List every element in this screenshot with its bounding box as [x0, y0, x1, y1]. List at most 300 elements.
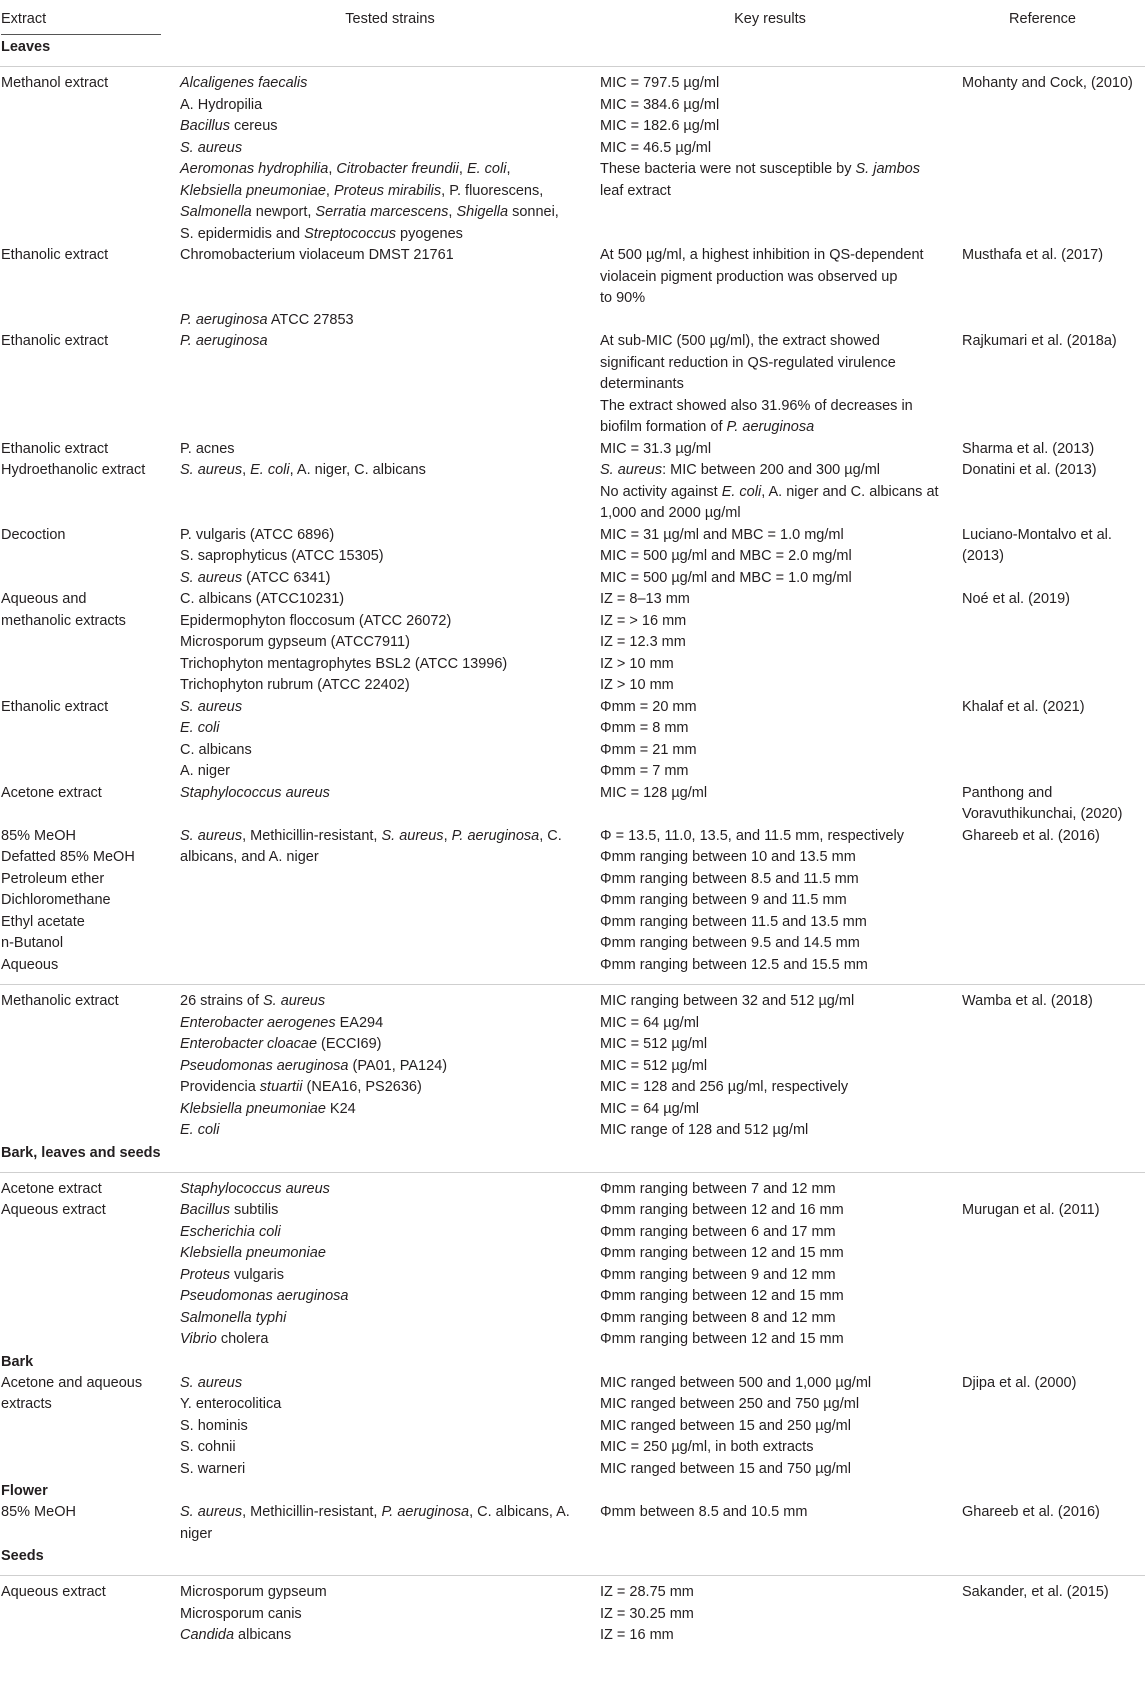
text-run: , A. niger, C. albicans — [289, 462, 426, 478]
cell-line: Panthong and — [962, 784, 1053, 801]
cell-results — [600, 783, 945, 805]
header-rule — [1, 34, 161, 35]
text-run: C. albicans (ATCC10231) — [180, 591, 345, 607]
cell-strains — [180, 1373, 585, 1481]
table-row — [0, 439, 1145, 461]
cell-line — [600, 826, 945, 848]
text-run: Φmm ranging between 11.5 and 13.5 mm — [600, 913, 867, 930]
text-run: Φmm ranging between 12.5 and 15.5 mm — [600, 956, 868, 973]
cell-line — [180, 826, 585, 848]
text-run: IZ = 8–13 mm — [600, 591, 690, 607]
text-run: , Methicillin-resistant, — [242, 827, 382, 844]
section-title: Flower — [1, 1483, 48, 1499]
cell-line — [180, 116, 585, 138]
table-row — [0, 826, 1145, 977]
text-run: stuartii — [259, 1079, 303, 1095]
text-run: Serratia marcescens — [315, 204, 449, 220]
cell-line — [600, 159, 945, 181]
text-run: MIC = 182.6 µg/ml — [600, 118, 720, 134]
cell-line — [600, 1056, 945, 1078]
table-row — [0, 589, 1145, 697]
cell-line — [600, 697, 945, 719]
cell-line: Defatted 85% MeOH — [1, 849, 135, 865]
text-run: , Methicillin-resistant, — [242, 1504, 382, 1520]
text-run: MIC = 64 µg/ml — [600, 1014, 700, 1031]
text-run: Φmm between 8.5 and 10.5 mm — [600, 1504, 808, 1520]
text-run: MIC = 31 µg/ml and MBC = 1.0 mg/ml — [600, 526, 844, 543]
text-run: Φmm ranging between 8.5 and 11.5 mm — [600, 870, 859, 887]
text-run: , A. niger and C. albicans at — [761, 483, 939, 500]
text-run: E. coli — [250, 462, 290, 478]
text-run: Chromobacterium violaceum DMST 21761 — [180, 247, 454, 263]
text-run: At sub-MIC (500 µg/ml), the extract showed — [600, 333, 880, 349]
cell-line — [600, 331, 945, 353]
cell-line — [600, 353, 945, 375]
cell-line — [600, 1308, 945, 1330]
cell-line: Ethanolic extract — [1, 440, 109, 457]
text-run: Φmm = 20 mm — [600, 698, 697, 715]
cell-line: Acetone extract — [1, 1180, 102, 1197]
text-run: S. hominis — [180, 1417, 248, 1434]
cell-results — [600, 460, 945, 525]
cell-line: Ghareeb et al. (2016) — [962, 827, 1100, 844]
text-run: , C. — [539, 827, 562, 844]
header-key-results: Key results — [734, 11, 806, 27]
text-run: MIC = 250 µg/ml, in both extracts — [600, 1439, 814, 1455]
cell-strains — [180, 1179, 585, 1351]
cell-strains — [180, 73, 585, 245]
cell-reference — [962, 1179, 1145, 1222]
text-run: E. coli — [180, 1122, 220, 1138]
text-run: MIC = 128 µg/ml — [600, 784, 708, 801]
cell-strains — [180, 1502, 585, 1545]
text-run: A. Hydropilia — [180, 96, 263, 113]
cell-line — [600, 1502, 945, 1524]
cell-extract — [1, 73, 176, 95]
text-run: Escherichia coli — [180, 1223, 281, 1240]
cell-line: Djipa et al. (2000) — [962, 1374, 1077, 1391]
cell-line: 85% MeOH — [1, 1504, 76, 1520]
text-run: Trichophyton mentagrophytes BSL2 (ATCC 13996) — [180, 655, 508, 672]
text-run: Enterobacter cloacae — [180, 1036, 318, 1052]
cell-results — [600, 245, 945, 310]
cell-line — [600, 1034, 945, 1056]
cell-line — [180, 568, 585, 590]
cell-line: Methanol extract — [1, 75, 109, 91]
text-run: , — [443, 827, 452, 844]
text-run: (ATCC 6341) — [242, 569, 331, 586]
table-row — [0, 331, 1145, 439]
row-divider — [0, 1172, 1145, 1173]
cell-reference — [962, 1582, 1145, 1604]
cell-strains — [180, 697, 585, 783]
text-run: Φmm = 7 mm — [600, 763, 689, 779]
cell-extract — [1, 439, 176, 461]
header-reference: Reference — [1009, 11, 1076, 27]
text-run: IZ > 10 mm — [600, 655, 674, 672]
cell-results — [600, 1502, 945, 1524]
cell-line: Decoction — [1, 526, 66, 543]
text-run: Klebsiella pneumoniae — [180, 1245, 326, 1261]
cell-extract — [1, 1502, 176, 1524]
cell-line — [180, 1502, 585, 1524]
text-run: (PA01, PA124) — [348, 1057, 448, 1074]
text-run: Φmm ranging between 9 and 11.5 mm — [600, 892, 847, 908]
cell-strains — [180, 439, 585, 461]
text-run: leaf extract — [600, 182, 671, 199]
cell-line — [180, 224, 585, 246]
text-run: Epidermophyton floccosum (ATCC 26072) — [180, 612, 452, 629]
text-run: MIC = 46.5 µg/ml — [600, 139, 712, 156]
section-title: Seeds — [1, 1548, 44, 1564]
text-run: Φmm ranging between 12 and 15 mm — [600, 1331, 844, 1347]
cell-results — [600, 439, 945, 461]
cell-line — [600, 933, 945, 955]
text-run: S. aureus — [180, 1374, 243, 1391]
cell-line — [600, 1120, 945, 1142]
cell-line: Mohanty and Cock, (2010) — [962, 75, 1133, 91]
text-run: MIC = 500 µg/ml and MBC = 1.0 mg/ml — [600, 569, 852, 586]
cell-line — [600, 138, 945, 160]
cell-line — [180, 1243, 585, 1265]
cell-extract — [1, 460, 176, 482]
text-run: , — [328, 161, 337, 177]
text-run: to 90% — [600, 290, 646, 306]
cell-line — [180, 740, 585, 762]
cell-line — [180, 1179, 585, 1201]
text-run: sonnei, — [508, 204, 559, 220]
text-run: cholera — [216, 1331, 269, 1347]
cell-line — [600, 1179, 945, 1201]
cell-line — [180, 1120, 585, 1142]
cell-line — [180, 181, 585, 203]
text-run: MIC ranged between 500 and 1,000 µg/ml — [600, 1374, 872, 1391]
cell-line: Ethanolic extract — [1, 698, 109, 715]
cell-line — [180, 202, 585, 224]
cell-line — [600, 396, 945, 418]
text-run: Klebsiella pneumoniae — [180, 182, 326, 199]
cell-line: Ethyl acetate — [1, 913, 85, 930]
cell-line — [600, 568, 945, 590]
cell-line — [180, 310, 585, 332]
cell-line: Ghareeb et al. (2016) — [962, 1504, 1100, 1520]
cell-strains — [180, 783, 585, 805]
text-run: The extract showed also 31.96% of decreases in — [600, 397, 913, 414]
cell-line: Rajkumari et al. (2018a) — [962, 333, 1117, 349]
text-run: Citrobacter freundii — [336, 161, 459, 177]
cell-results — [600, 1582, 945, 1647]
cell-line — [600, 1459, 945, 1481]
text-run: P. aeruginosa — [180, 311, 268, 328]
cell-line — [600, 73, 945, 95]
cell-line — [180, 1056, 585, 1078]
cell-line — [180, 1034, 585, 1056]
cell-reference — [962, 826, 1145, 848]
row-divider — [0, 66, 1145, 67]
text-run: A. niger — [180, 763, 230, 779]
cell-line — [180, 1308, 585, 1330]
text-run: 26 strains of — [180, 993, 264, 1009]
cell-line — [180, 1459, 585, 1481]
text-run: MIC = 512 µg/ml — [600, 1057, 708, 1074]
text-run: P. aeruginosa — [381, 1504, 470, 1520]
text-run: IZ = 16 mm — [600, 1627, 674, 1643]
text-run: Φmm ranging between 12 and 16 mm — [600, 1202, 844, 1218]
text-run: Φmm = 8 mm — [600, 720, 689, 736]
table-row — [0, 525, 1145, 590]
text-run: , — [506, 161, 511, 177]
cell-line: Acetone and aqueous — [1, 1374, 143, 1391]
cell-reference — [962, 439, 1145, 461]
text-run: Microsporum gypseum (ATCC7911) — [180, 634, 410, 650]
cell-strains — [180, 826, 585, 869]
text-run: : MIC between 200 and 300 µg/ml — [662, 462, 881, 478]
cell-line: Sharma et al. (2013) — [962, 440, 1095, 457]
cell-extract — [1, 826, 176, 977]
text-run: P. aeruginosa — [180, 333, 268, 349]
text-run: E. coli — [721, 483, 762, 500]
text-run: Φmm = 21 mm — [600, 741, 697, 758]
cell-line — [600, 439, 945, 461]
cell-line — [600, 95, 945, 117]
cell-strains — [180, 991, 585, 1142]
cell-results — [600, 991, 945, 1142]
cell-line — [180, 267, 585, 289]
table-row — [0, 1179, 1145, 1351]
cell-line: Noé et al. (2019) — [962, 591, 1071, 607]
text-run: MIC = 512 µg/ml — [600, 1036, 708, 1052]
cell-strains — [180, 1582, 585, 1647]
text-run: IZ = 28.75 mm — [600, 1584, 694, 1600]
text-run: K24 — [325, 1100, 356, 1117]
text-run: pyogenes — [396, 225, 463, 242]
text-run: IZ = 30.25 mm — [600, 1605, 694, 1622]
text-run: Φmm ranging between 10 and 13.5 mm — [600, 849, 856, 865]
cell-line — [180, 73, 585, 95]
cell-line — [600, 460, 945, 482]
cell-reference — [962, 991, 1145, 1013]
cell-reference — [962, 783, 1145, 826]
cell-line — [600, 718, 945, 740]
header-extract: Extract — [1, 11, 47, 27]
text-run: (ECCI69) — [317, 1036, 382, 1052]
cell-line — [600, 245, 945, 267]
table-body — [0, 36, 1145, 1647]
text-run: Microsporum gypseum — [180, 1584, 327, 1600]
cell-line: Khalaf et al. (2021) — [962, 698, 1085, 715]
table-row — [0, 1502, 1145, 1545]
text-run: Φ = 13.5, 11.0, 13.5, and 11.5 mm, respectively — [600, 827, 905, 844]
cell-line — [600, 1265, 945, 1287]
text-run: MIC = 64 µg/ml — [600, 1100, 700, 1117]
text-run: S. aureus — [180, 827, 243, 844]
cell-line: Petroleum ether — [1, 870, 105, 887]
table-row — [0, 1373, 1145, 1481]
header-tested-strains: Tested strains — [345, 11, 435, 27]
text-run: cereus — [229, 118, 278, 134]
cell-line: (2013) — [962, 548, 1004, 564]
text-run: S. aureus — [263, 993, 326, 1009]
cell-line — [600, 1013, 945, 1035]
text-run: MIC = 500 µg/ml and MBC = 2.0 mg/ml — [600, 548, 852, 564]
cell-line — [180, 1604, 585, 1626]
cell-line — [180, 632, 585, 654]
cell-line — [600, 761, 945, 783]
cell-line — [962, 1179, 1145, 1201]
row-divider — [0, 984, 1145, 985]
text-run: Staphylococcus aureus — [180, 1180, 330, 1197]
text-run: E. coli — [466, 161, 507, 177]
cell-line — [600, 991, 945, 1013]
cell-line — [180, 245, 585, 267]
text-run: MIC = 31.3 µg/ml — [600, 440, 712, 457]
text-run: Proteus mirabilis — [333, 182, 442, 199]
text-run: Streptococcus — [304, 225, 397, 242]
cell-results — [600, 525, 945, 590]
cell-line — [600, 632, 945, 654]
cell-line: Dichloromethane — [1, 892, 111, 908]
text-run: Aeromonas hydrophilia — [180, 161, 329, 177]
cell-line — [600, 955, 945, 977]
cell-line — [600, 675, 945, 697]
text-run: Bacillus — [180, 1202, 230, 1218]
cell-line — [600, 890, 945, 912]
table-row — [0, 991, 1145, 1142]
text-run: EA294 — [335, 1014, 384, 1031]
cell-reference — [962, 697, 1145, 719]
text-run: MIC = 797.5 µg/ml — [600, 75, 720, 91]
cell-line: Hydroethanolic extract — [1, 462, 146, 478]
cell-strains — [180, 589, 585, 697]
cell-line: Murugan et al. (2011) — [962, 1202, 1100, 1218]
text-run: , P. fluorescens, — [441, 182, 544, 199]
text-run: , C. albicans, A. — [469, 1504, 570, 1520]
text-run: MIC = 384.6 µg/ml — [600, 96, 720, 113]
cell-line — [180, 546, 585, 568]
cell-results — [600, 1373, 945, 1481]
text-run: S. cohnii — [180, 1439, 236, 1455]
text-run: , — [325, 182, 334, 199]
text-run: IZ = > 16 mm — [600, 612, 687, 629]
cell-line — [180, 1286, 585, 1308]
cell-results — [600, 73, 945, 202]
cell-line — [180, 761, 585, 783]
cell-line — [180, 1582, 585, 1604]
cell-results — [600, 826, 945, 977]
cell-line — [180, 589, 585, 611]
cell-line: Methanolic extract — [1, 993, 119, 1009]
cell-line — [600, 1329, 945, 1351]
cell-line — [180, 1013, 585, 1035]
text-run: Providencia — [180, 1079, 260, 1095]
cell-extract — [1, 697, 176, 719]
cell-line — [180, 1373, 585, 1395]
text-run: S. aureus — [180, 698, 243, 715]
cell-line — [600, 503, 945, 525]
text-run: Microsporum canis — [180, 1605, 302, 1622]
text-run: , — [448, 204, 457, 220]
text-run: MIC ranged between 15 and 250 µg/ml — [600, 1417, 851, 1434]
cell-line: Sakander, et al. (2015) — [962, 1584, 1109, 1600]
cell-line: Wamba et al. (2018) — [962, 993, 1093, 1009]
cell-reference — [962, 525, 1145, 568]
cell-line — [180, 1099, 585, 1121]
cell-extract — [1, 1582, 176, 1604]
cell-line — [600, 288, 945, 310]
text-run: Φmm ranging between 12 and 15 mm — [600, 1245, 844, 1261]
cell-line: Aqueous — [1, 956, 59, 973]
cell-line — [180, 1437, 585, 1459]
cell-line — [180, 95, 585, 117]
cell-line — [180, 1200, 585, 1222]
text-run: P. vulgaris (ATCC 6896) — [180, 526, 335, 543]
text-run: significant reduction in QS-regulated virulence — [600, 354, 896, 371]
table-row — [0, 1582, 1145, 1647]
text-run: Alcaligenes faecalis — [180, 75, 308, 91]
cell-line — [600, 1437, 945, 1459]
cell-line — [600, 847, 945, 869]
cell-strains — [180, 331, 585, 353]
cell-line — [600, 1582, 945, 1604]
cell-line: Aqueous extract — [1, 1202, 106, 1218]
text-run: biofilm formation of — [600, 419, 727, 435]
cell-line — [180, 1394, 585, 1416]
text-run: Φmm ranging between 12 and 15 mm — [600, 1288, 844, 1304]
cell-line — [180, 1265, 585, 1287]
cell-line — [180, 1077, 585, 1099]
cell-line: n-Butanol — [1, 935, 64, 951]
cell-line — [180, 697, 585, 719]
cell-extract — [1, 1179, 176, 1222]
cell-line — [600, 1243, 945, 1265]
text-run: S. jambos — [855, 161, 920, 177]
text-run: S. aureus — [600, 462, 663, 478]
cell-line — [180, 675, 585, 697]
cell-line — [180, 654, 585, 676]
cell-line — [180, 847, 585, 869]
cell-line — [600, 1286, 945, 1308]
cell-line — [600, 181, 945, 203]
table-row — [0, 460, 1145, 525]
text-run: S. warneri — [180, 1460, 246, 1477]
text-run: Enterobacter aerogenes — [180, 1014, 336, 1031]
text-run: Φmm ranging between 6 and 17 mm — [600, 1223, 836, 1240]
text-run: MIC ranged between 250 and 750 µg/ml — [600, 1396, 860, 1412]
text-run: P. acnes — [180, 440, 235, 457]
text-run: No activity against — [600, 483, 722, 500]
text-run: vulgaris — [229, 1266, 284, 1283]
text-run: Φmm ranging between 9.5 and 14.5 mm — [600, 935, 860, 951]
text-run: violacein pigment production was observed up — [600, 268, 898, 285]
text-run: albicans, and A. niger — [180, 849, 319, 865]
cell-line — [600, 1099, 945, 1121]
text-run: S. aureus — [180, 1504, 243, 1520]
cell-strains — [180, 245, 585, 331]
cell-line — [180, 331, 585, 353]
cell-line — [600, 783, 945, 805]
text-run: Pseudomonas aeruginosa — [180, 1057, 349, 1074]
cell-line: 85% MeOH — [1, 827, 76, 844]
cell-reference — [962, 331, 1145, 353]
cell-line — [180, 783, 585, 805]
text-run: Φmm ranging between 8 and 12 mm — [600, 1309, 836, 1326]
text-run: Salmonella typhi — [180, 1309, 287, 1326]
cell-extract — [1, 991, 176, 1013]
cell-line: Voravuthikunchai, (2020) — [962, 806, 1123, 822]
text-run: Staphylococcus aureus — [180, 784, 330, 801]
cell-line — [600, 589, 945, 611]
text-run: S. aureus — [180, 462, 243, 478]
